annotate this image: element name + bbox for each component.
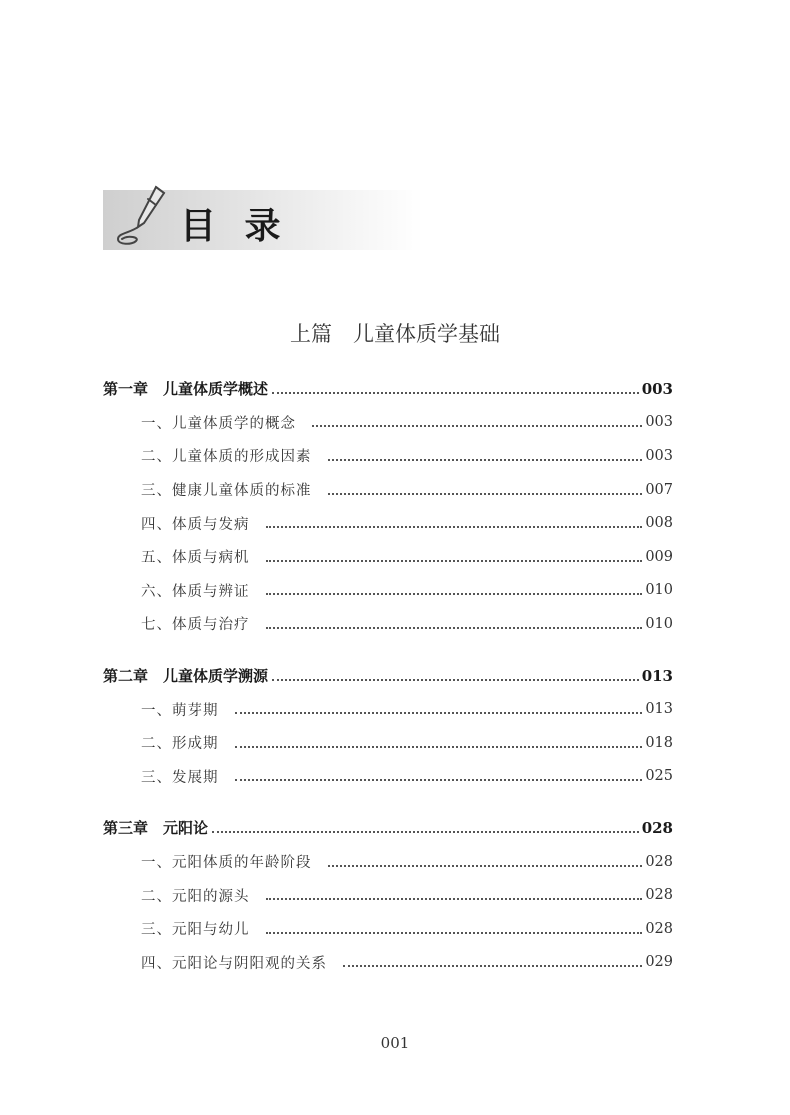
dot-leader bbox=[235, 746, 643, 748]
section-label: 六、体质与辨证 bbox=[141, 580, 252, 601]
section-label: 四、元阳论与阴阳观的关系 bbox=[141, 952, 329, 973]
section-label: 七、体质与治疗 bbox=[141, 613, 252, 634]
toc-section[interactable] bbox=[103, 946, 673, 980]
section-page: 028 bbox=[645, 887, 673, 904]
section-page: 003 bbox=[645, 414, 673, 431]
dot-leader bbox=[266, 627, 643, 629]
toc-section[interactable] bbox=[103, 878, 673, 912]
chapter-gap bbox=[103, 641, 673, 659]
chapter-label: 第一章 儿童体质学概述 bbox=[103, 380, 269, 399]
dot-leader bbox=[343, 965, 642, 967]
toc-chapter-1[interactable] bbox=[103, 372, 673, 406]
section-label: 五、体质与病机 bbox=[141, 546, 252, 567]
dot-leader bbox=[272, 392, 639, 394]
toc-chapter-2[interactable] bbox=[103, 659, 673, 693]
dot-leader bbox=[328, 459, 643, 461]
section-label: 三、健康儿童体质的标准 bbox=[141, 479, 314, 500]
section-label: 四、体质与发病 bbox=[141, 513, 252, 534]
page-number: 001 bbox=[380, 1034, 410, 1052]
section-label: 一、元阳体质的年龄阶段 bbox=[141, 851, 314, 872]
section-page: 028 bbox=[645, 853, 673, 870]
toc-section[interactable] bbox=[103, 845, 673, 879]
toc-section[interactable] bbox=[103, 540, 673, 574]
section-label: 一、儿童体质学的概念 bbox=[141, 412, 298, 433]
toc-section[interactable] bbox=[103, 506, 673, 540]
chapter-gap bbox=[103, 793, 673, 811]
toc-section[interactable] bbox=[103, 912, 673, 946]
toc-section[interactable] bbox=[103, 692, 673, 726]
section-label: 三、发展期 bbox=[141, 766, 221, 787]
dot-leader bbox=[266, 560, 643, 562]
toc-section[interactable] bbox=[103, 439, 673, 473]
section-page: 013 bbox=[645, 701, 673, 718]
toc-section[interactable] bbox=[103, 726, 673, 760]
section-page: 029 bbox=[645, 954, 673, 971]
section-page: 003 bbox=[645, 447, 673, 464]
section-page: 025 bbox=[645, 768, 673, 785]
part-title: 上篇 儿童体质学基础 bbox=[290, 322, 500, 346]
section-page: 008 bbox=[645, 515, 673, 532]
dot-leader bbox=[235, 712, 643, 714]
chapter-page: 028 bbox=[641, 818, 673, 837]
toc-section[interactable] bbox=[103, 760, 673, 794]
section-page: 018 bbox=[645, 734, 673, 751]
section-page: 010 bbox=[645, 582, 673, 599]
toc-section[interactable] bbox=[103, 574, 673, 608]
pen-icon bbox=[110, 183, 172, 249]
dot-leader bbox=[266, 898, 643, 900]
table-of-contents bbox=[103, 372, 673, 979]
dot-leader bbox=[235, 779, 643, 781]
section-page: 010 bbox=[645, 615, 673, 632]
dot-leader bbox=[212, 831, 639, 833]
toc-section[interactable] bbox=[103, 607, 673, 641]
section-label: 三、元阳与幼儿 bbox=[141, 918, 252, 939]
toc-chapter-3[interactable] bbox=[103, 811, 673, 845]
dot-leader bbox=[266, 932, 643, 934]
dot-leader bbox=[272, 679, 639, 681]
section-label: 二、儿童体质的形成因素 bbox=[141, 445, 314, 466]
dot-leader bbox=[266, 526, 643, 528]
section-page: 009 bbox=[645, 548, 673, 565]
dot-leader bbox=[266, 593, 643, 595]
section-label: 二、元阳的源头 bbox=[141, 885, 252, 906]
section-label: 二、形成期 bbox=[141, 732, 221, 753]
section-page: 007 bbox=[645, 481, 673, 498]
section-page: 028 bbox=[645, 920, 673, 937]
chapter-label: 第二章 儿童体质学溯源 bbox=[103, 667, 269, 686]
chapter-label: 第三章 元阳论 bbox=[103, 819, 209, 838]
dot-leader bbox=[328, 493, 643, 495]
section-label: 一、萌芽期 bbox=[141, 699, 221, 720]
chapter-page: 013 bbox=[641, 666, 673, 685]
dot-leader bbox=[312, 425, 642, 427]
toc-section[interactable] bbox=[103, 473, 673, 507]
toc-title: 目 录 bbox=[180, 206, 289, 247]
chapter-page: 003 bbox=[641, 379, 673, 398]
toc-section[interactable] bbox=[103, 406, 673, 440]
dot-leader bbox=[328, 865, 643, 867]
